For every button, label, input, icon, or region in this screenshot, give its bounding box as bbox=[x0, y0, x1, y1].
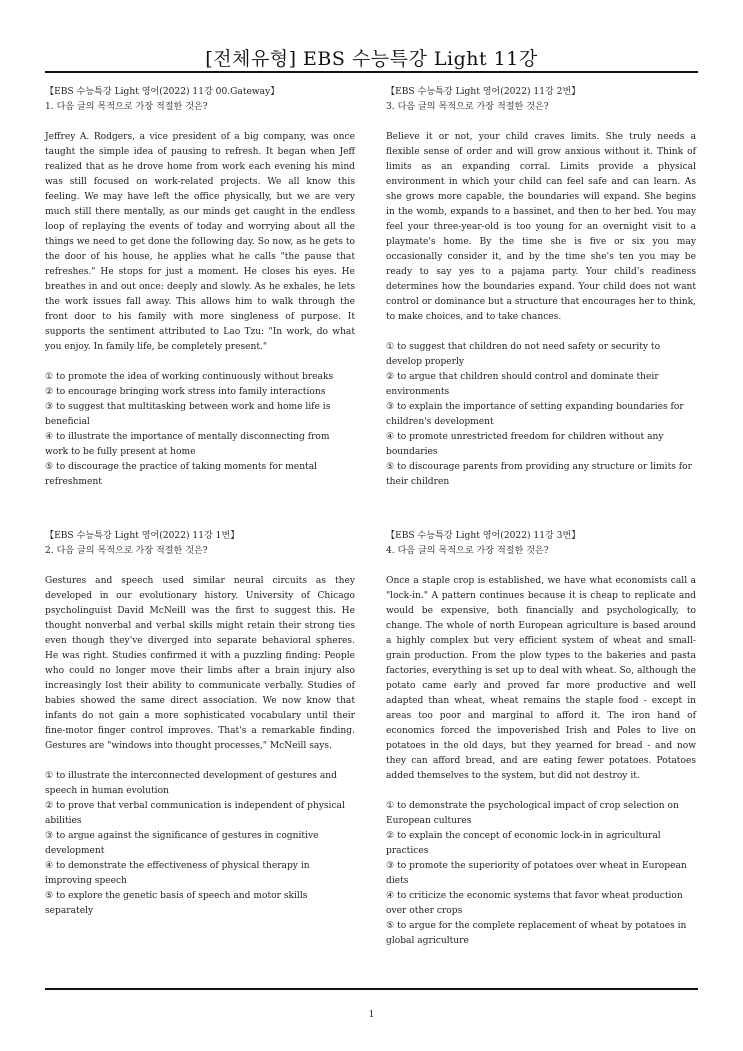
answer-choices bbox=[45, 370, 355, 490]
question-1 bbox=[45, 85, 355, 490]
choice-5: ⑤ to explore the genetic basis of speech and motor skills separately bbox=[45, 891, 308, 916]
question-passage: Believe it or not, your child craves limits. She truly needs a flexible sense of order and will grow anxious without it. Think of limits as an expanding corral. Limits provide a physical environment in which your child can feel safe and can learn. As she grows more capable, the boundaries will expand. She begins in the womb, expands to a bassinet, and then to her bed. You may feel your three-year-old is too young for an overnight visit to a playmate's home. By the time she is five or six you may occasionally consider it, and by the time she's ten you may be ready to say yes to a pajama party. Your child's readiness determines how the boundaries expand. Your child does not want control or dominance but a structure that encourages her to think, to make choices, and to take chances. bbox=[386, 132, 696, 322]
question-passage: Jeffrey A. Rodgers, a vice president of a big company, was once taught the simple idea of pausing to refresh. It began when Jeff realized that as he drove home from work each evening his mind was still focused on work-related projects. We all know this feeling. We may have left the office physically, but we are very much still there mentally, as our minds get caught in the endless loop of replaying the events of today and worrying about all the things we need to get done the following day. So now, as he gets to the door of his house, he applies what he calls "the pause that refreshes." He stops for just a moment. He closes his eyes. He breathes in and out once: deeply and slowly. As he exhales, he lets the work issues fall away. This allows him to walk through the front door to his family with more singleness of purpose. It supports the sentiment attributed to Lao Tzu: "In work, do what you enjoy. In family life, be completely present." bbox=[45, 132, 355, 352]
choice-1: ① to promote the idea of working continuously without breaks bbox=[45, 372, 334, 382]
question-source: 【EBS 수능특강 Light 영어(2022) 11강 2번】 bbox=[386, 87, 581, 97]
question-prompt: 2. 다음 글의 목적으로 가장 적절한 것은? bbox=[45, 546, 208, 556]
question-prompt: 1. 다음 글의 목적으로 가장 적절한 것은? bbox=[45, 102, 208, 112]
question-passage: Gestures and speech used similar neural circuits as they developed in our evolutionary history. University of Chicago psycholinguist David McNeill was the first to suggest this. He thought nonverbal and verbal skills might retain their strong ties even though they've diverged into separate behavioral spheres. He was right. Studies confirmed it with a puzzling finding: People who could no longer move their limbs after a brain injury also increasingly lost their ability to communicate verbally. Studies of babies showed the same direct association. We now know that infants do not gain a more sophisticated vocabulary until their fine-motor finger control improves. That's a remarkable finding. Gestures are "windows into thought processes," McNeill says. bbox=[45, 576, 355, 751]
question-2 bbox=[45, 529, 355, 919]
answer-choices bbox=[386, 340, 696, 490]
choice-5: ⑤ to discourage the practice of taking moments for mental refreshment bbox=[45, 462, 318, 487]
question-prompt: 3. 다음 글의 목적으로 가장 적절한 것은? bbox=[386, 102, 549, 112]
choice-1: ① to suggest that children do not need safety or security to develop properly bbox=[386, 342, 661, 367]
choice-2: ② to encourage bringing work stress into family interactions bbox=[45, 387, 326, 397]
question-prompt: 4. 다음 글의 목적으로 가장 적절한 것은? bbox=[386, 546, 549, 556]
question-source: 【EBS 수능특강 Light 영어(2022) 11강 3번】 bbox=[386, 531, 581, 541]
top-rule bbox=[45, 71, 698, 73]
choice-4: ④ to illustrate the importance of mentally disconnecting from work to be fully present at home bbox=[45, 432, 330, 457]
choice-1: ① to illustrate the interconnected development of gestures and speech in human evolution bbox=[45, 771, 337, 796]
choice-2: ② to argue that children should control and dominate their environments bbox=[386, 372, 659, 397]
page-number: 1 bbox=[368, 1009, 375, 1020]
choice-5: ⑤ to discourage parents from providing any structure or limits for their children bbox=[386, 462, 692, 487]
choice-3: ③ to promote the superiority of potatoes over wheat in European diets bbox=[386, 861, 687, 886]
page-title: [전체유형] EBS 수능특강 Light 11강 bbox=[205, 48, 538, 70]
answer-choices bbox=[45, 769, 355, 919]
choice-2: ② to prove that verbal communication is independent of physical abilities bbox=[45, 801, 345, 826]
choice-3: ③ to argue against the significance of gestures in cognitive development bbox=[45, 831, 319, 856]
question-source: 【EBS 수능특강 Light 영어(2022) 11강 1번】 bbox=[45, 531, 240, 541]
choice-4: ④ to promote unrestricted freedom for children without any boundaries bbox=[386, 432, 664, 457]
choice-1: ① to demonstrate the psychological impact of crop selection on European cultures bbox=[386, 801, 679, 826]
question-source: 【EBS 수능특강 Light 영어(2022) 11강 00.Gateway】 bbox=[45, 87, 280, 97]
answer-choices bbox=[386, 799, 696, 949]
question-4 bbox=[386, 529, 696, 949]
choice-4: ④ to criticize the economic systems that favor wheat production over other crops bbox=[386, 891, 683, 916]
question-passage: Once a staple crop is established, we have what economists call a "lock-in." A pattern continues because it is cheap to replicate and would be expensive, both financially and psychologically, to change. The whole of north European agriculture is based around a highly complex but very efficient system of wheat and small-grain production. From the plow types to the bakeries and pasta factories, everything is set up to deal with wheat. So, although the potato came early and proved far more productive and well adapted than wheat, wheat remains the staple food - except in areas too poor and marginal to afford it. The iron hand of economics forced the impoverished Irish and Poles to live on potatoes in the old days, but they yearned for bread - and now they can afford bread, and are eating fewer potatoes. Potatoes added themselves to the system, but did not destroy it. bbox=[386, 576, 696, 781]
bottom-rule bbox=[45, 988, 698, 990]
choice-5: ⑤ to argue for the complete replacement of wheat by potatoes in global agriculture bbox=[386, 921, 687, 946]
choice-2: ② to explain the concept of economic lock-in in agricultural practices bbox=[386, 831, 661, 856]
question-3 bbox=[386, 85, 696, 490]
choice-3: ③ to explain the importance of setting expanding boundaries for children's development bbox=[386, 402, 684, 427]
choice-3: ③ to suggest that multitasking between work and home life is beneficial bbox=[45, 402, 331, 427]
choice-4: ④ to demonstrate the effectiveness of physical therapy in improving speech bbox=[45, 861, 310, 886]
